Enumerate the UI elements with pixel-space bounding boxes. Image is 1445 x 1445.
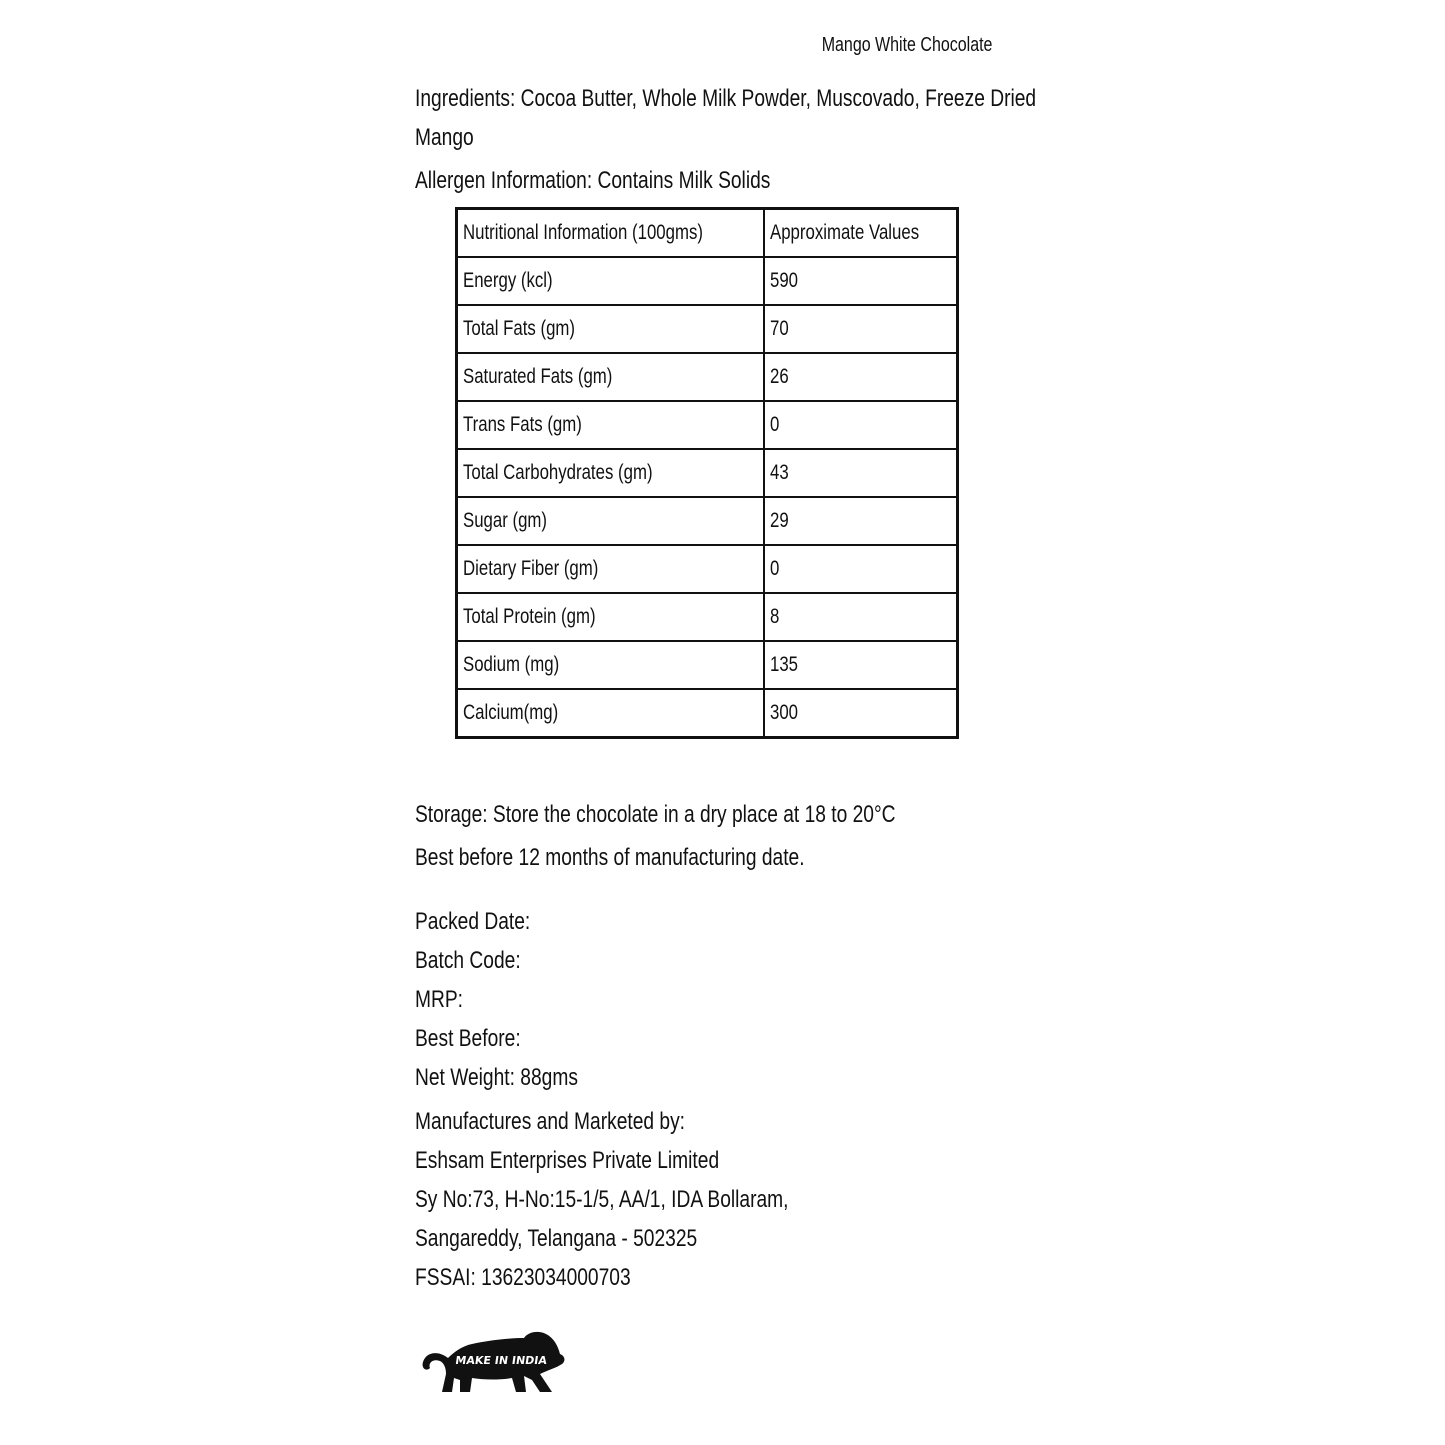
- ingredients-line-2: Mango: [415, 124, 474, 151]
- cell-text: Total Fats (gm): [463, 317, 576, 340]
- best-before: Best Before:: [415, 1025, 521, 1052]
- table-header-cell: [764, 209, 958, 258]
- table-cell: [457, 353, 764, 401]
- cell-text: 135: [769, 653, 799, 676]
- address-line-1: Sy No:73, H-No:15-1/5, AA/1, IDA Bollaram,: [415, 1186, 789, 1213]
- mrp: MRP:: [415, 986, 463, 1013]
- cell-text: Sugar (gm): [463, 509, 548, 532]
- table-cell: [764, 545, 958, 593]
- cell-text: Total Protein (gm): [463, 605, 596, 628]
- table-row: [457, 641, 958, 689]
- table-row: [457, 353, 958, 401]
- cell-text: Approximate Values: [769, 221, 920, 244]
- cell-text: Calcium(mg): [463, 701, 559, 724]
- table-cell: [764, 641, 958, 689]
- cell-text: Energy (kcl): [463, 269, 553, 292]
- nutrition-table: [455, 207, 959, 739]
- fssai-number: FSSAI: 13623034000703: [415, 1264, 631, 1291]
- table-cell: [457, 449, 764, 497]
- cell-text: Sodium (mg): [463, 653, 560, 676]
- cell-text: 8: [769, 605, 780, 628]
- table-cell: [764, 353, 958, 401]
- packed-date: Packed Date:: [415, 908, 531, 935]
- table-header-cell: [457, 209, 764, 258]
- net-weight: Net Weight: 88gms: [415, 1064, 578, 1091]
- product-title: Mango White Chocolate: [821, 34, 992, 56]
- allergen-info: Allergen Information: Contains Milk Solids: [415, 167, 771, 194]
- storage-info: Storage: Store the chocolate in a dry place at 18 to 20°C: [415, 801, 896, 828]
- table-cell: [764, 305, 958, 353]
- make-in-india-lion-icon: [420, 1328, 570, 1398]
- cell-text: 590: [769, 269, 799, 292]
- table-cell: [457, 689, 764, 738]
- table-header-row: [457, 209, 958, 258]
- table-row: [457, 449, 958, 497]
- cell-text: Total Carbohydrates (gm): [463, 461, 653, 484]
- table-cell: [457, 305, 764, 353]
- table-cell: [457, 257, 764, 305]
- cell-text: 26: [769, 365, 789, 388]
- table-cell: [764, 497, 958, 545]
- best-before-note: Best before 12 months of manufacturing date.: [415, 844, 805, 871]
- manufacturer-heading: Manufactures and Marketed by:: [415, 1108, 686, 1135]
- table-cell: [764, 401, 958, 449]
- table-row: [457, 305, 958, 353]
- company-name: Eshsam Enterprises Private Limited: [415, 1147, 720, 1174]
- address-line-2: Sangareddy, Telangana - 502325: [415, 1225, 698, 1252]
- cell-text: 70: [769, 317, 789, 340]
- table-cell: [764, 593, 958, 641]
- table-cell: [457, 593, 764, 641]
- cell-text: Dietary Fiber (gm): [463, 557, 599, 580]
- cell-text: 0: [769, 413, 780, 436]
- table-cell: [457, 545, 764, 593]
- table-row: [457, 497, 958, 545]
- table-cell: [457, 641, 764, 689]
- table-row: [457, 401, 958, 449]
- cell-text: 43: [769, 461, 789, 484]
- table-row: [457, 545, 958, 593]
- cell-text: Nutritional Information (100gms): [463, 221, 703, 244]
- table-cell: [457, 497, 764, 545]
- cell-text: 300: [769, 701, 799, 724]
- ingredients-line-1: Ingredients: Cocoa Butter, Whole Milk Powder, Muscovado, Freeze Dried: [415, 85, 1037, 112]
- logo-text: MAKE IN INDIA: [454, 1354, 548, 1367]
- cell-text: Saturated Fats (gm): [463, 365, 613, 388]
- table-cell: [764, 257, 958, 305]
- table-cell: [457, 401, 764, 449]
- batch-code: Batch Code:: [415, 947, 521, 974]
- table-cell: [764, 449, 958, 497]
- cell-text: 0: [769, 557, 780, 580]
- table-row: [457, 593, 958, 641]
- table-row: [457, 257, 958, 305]
- table-cell: [764, 689, 958, 738]
- cell-text: 29: [769, 509, 789, 532]
- table-row: [457, 689, 958, 738]
- cell-text: Trans Fats (gm): [463, 413, 582, 436]
